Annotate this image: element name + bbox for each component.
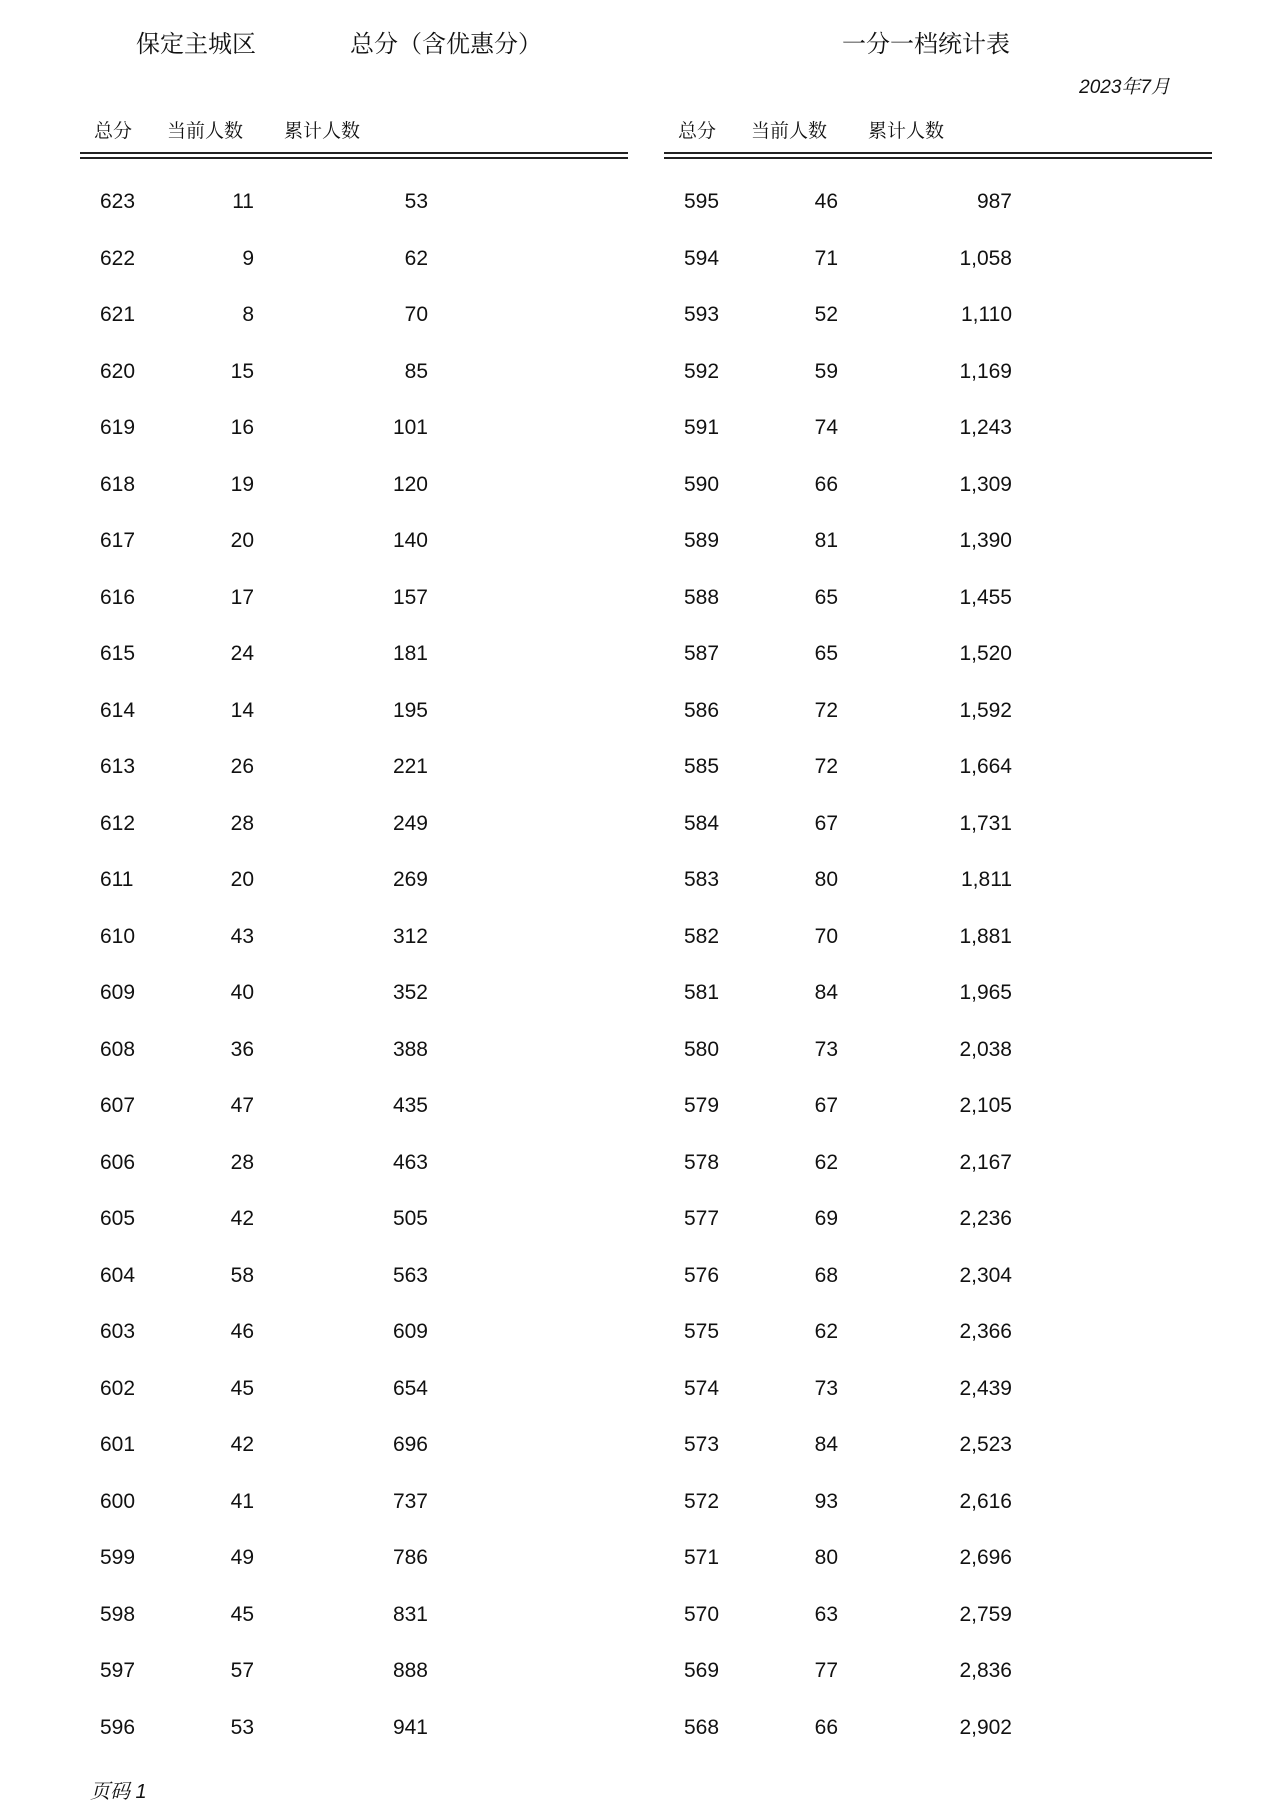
current-count-cell: 73 — [814, 1037, 838, 1061]
cumulative-count-cell: 831 — [392, 1602, 428, 1626]
current-count-cell: 67 — [814, 811, 838, 835]
table-row — [80, 971, 628, 1028]
table-row — [664, 689, 1212, 746]
table-row — [664, 293, 1212, 350]
score-cell: 598 — [100, 1602, 136, 1626]
score-cell: 589 — [684, 529, 720, 552]
left-column-header — [80, 112, 628, 152]
table-row — [664, 350, 1212, 407]
cumulative-count-cell: 101 — [392, 416, 428, 439]
current-count-cell: 46 — [230, 1320, 254, 1343]
table-row — [664, 1367, 1212, 1424]
current-count-cell: 9 — [242, 246, 254, 270]
header-cumulative-count: 累计人数 — [284, 120, 361, 142]
score-cell: 578 — [684, 1150, 720, 1174]
table-row — [80, 632, 628, 689]
table-row — [664, 1084, 1212, 1141]
table-row — [80, 1480, 628, 1537]
cumulative-count-cell: 1,592 — [959, 698, 1012, 722]
table-row — [80, 1141, 628, 1198]
current-count-cell: 70 — [814, 924, 838, 948]
score-cell: 604 — [100, 1263, 136, 1287]
score-cell: 608 — [100, 1037, 136, 1061]
cumulative-count-cell: 388 — [392, 1037, 428, 1061]
right-table — [664, 112, 1212, 1762]
score-cell: 575 — [684, 1320, 720, 1343]
table-row — [664, 1028, 1212, 1085]
score-cell: 591 — [684, 416, 720, 439]
score-cell: 618 — [100, 472, 136, 496]
table-row — [80, 1536, 628, 1593]
cumulative-count-cell: 463 — [392, 1150, 428, 1174]
current-count-cell: 45 — [230, 1376, 254, 1400]
table-row — [664, 802, 1212, 859]
score-cell: 610 — [100, 924, 136, 948]
score-cell: 582 — [684, 924, 720, 948]
current-count-cell: 52 — [814, 303, 838, 326]
cumulative-count-cell: 2,236 — [959, 1207, 1012, 1230]
table-title: 一分一档统计表 — [842, 30, 1010, 58]
table-row — [80, 745, 628, 802]
table-row — [664, 745, 1212, 802]
score-cell: 597 — [100, 1659, 136, 1682]
current-count-cell: 8 — [242, 303, 254, 326]
score-cell: 601 — [100, 1433, 136, 1456]
score-cell: 600 — [100, 1489, 136, 1513]
score-cell: 607 — [100, 1094, 136, 1117]
table-row — [664, 237, 1212, 294]
table-row — [664, 180, 1212, 237]
current-count-cell: 15 — [230, 359, 254, 383]
cumulative-count-cell: 1,731 — [959, 811, 1012, 835]
current-count-cell: 58 — [230, 1263, 254, 1287]
current-count-cell: 81 — [814, 529, 838, 552]
score-cell: 602 — [100, 1376, 136, 1400]
cumulative-count-cell: 1,110 — [961, 303, 1012, 326]
score-type-title: 总分（含优惠分） — [350, 30, 542, 58]
current-count-cell: 67 — [814, 1094, 838, 1117]
cumulative-count-cell: 70 — [404, 303, 428, 326]
cumulative-count-cell: 62 — [404, 246, 428, 270]
cumulative-count-cell: 2,902 — [959, 1715, 1012, 1739]
current-count-cell: 49 — [230, 1546, 254, 1569]
cumulative-count-cell: 2,105 — [959, 1094, 1012, 1117]
cumulative-count-cell: 505 — [392, 1207, 428, 1230]
current-count-cell: 71 — [814, 246, 838, 270]
score-cell: 579 — [684, 1094, 720, 1117]
current-count-cell: 77 — [814, 1659, 838, 1682]
score-cell: 620 — [100, 359, 136, 383]
score-cell: 574 — [684, 1376, 720, 1400]
table-row — [80, 576, 628, 633]
current-count-cell: 84 — [814, 981, 838, 1004]
table-row — [664, 1536, 1212, 1593]
current-count-cell: 63 — [814, 1602, 838, 1626]
table-row — [80, 1310, 628, 1367]
table-row — [664, 1310, 1212, 1367]
cumulative-count-cell: 53 — [404, 190, 428, 213]
cumulative-count-cell: 563 — [392, 1263, 428, 1287]
cumulative-count-cell: 1,243 — [959, 416, 1012, 439]
current-count-cell: 80 — [814, 868, 838, 891]
cumulative-count-cell: 2,304 — [959, 1263, 1012, 1287]
score-cell: 611 — [100, 868, 134, 891]
header-current-count: 当前人数 — [751, 120, 828, 142]
table-row — [664, 1254, 1212, 1311]
score-cell: 585 — [684, 755, 720, 778]
cumulative-count-cell: 120 — [392, 472, 428, 496]
cumulative-count-cell: 1,965 — [959, 981, 1012, 1004]
left-table-body — [80, 180, 628, 1762]
table-row — [80, 519, 628, 576]
cumulative-count-cell: 2,366 — [959, 1320, 1012, 1343]
table-row — [80, 406, 628, 463]
cumulative-count-cell: 249 — [392, 811, 428, 835]
cumulative-count-cell: 195 — [392, 698, 428, 722]
current-count-cell: 53 — [230, 1715, 254, 1739]
current-count-cell: 24 — [230, 642, 254, 665]
current-count-cell: 80 — [814, 1546, 838, 1569]
cumulative-count-cell: 2,696 — [959, 1546, 1012, 1569]
current-count-cell: 62 — [814, 1320, 838, 1343]
score-cell: 612 — [100, 811, 136, 835]
current-count-cell: 59 — [814, 359, 838, 383]
table-row — [80, 1367, 628, 1424]
score-cell: 583 — [684, 868, 720, 891]
score-cell: 615 — [100, 642, 136, 665]
current-count-cell: 66 — [814, 1715, 838, 1739]
table-row — [80, 1593, 628, 1650]
table-row — [664, 858, 1212, 915]
current-count-cell: 84 — [814, 1433, 838, 1456]
cumulative-count-cell: 786 — [392, 1546, 428, 1569]
cumulative-count-cell: 140 — [392, 529, 428, 552]
score-cell: 569 — [684, 1659, 720, 1682]
cumulative-count-cell: 1,520 — [959, 642, 1012, 665]
header-double-rule — [664, 152, 1212, 159]
score-cell: 609 — [100, 981, 136, 1004]
table-row — [80, 1706, 628, 1763]
table-row — [664, 1197, 1212, 1254]
score-cell: 621 — [100, 303, 136, 326]
current-count-cell: 28 — [230, 811, 254, 835]
header-score: 总分 — [678, 120, 717, 142]
current-count-cell: 36 — [230, 1037, 254, 1061]
cumulative-count-cell: 2,616 — [959, 1489, 1012, 1513]
current-count-cell: 74 — [814, 416, 838, 439]
score-cell: 570 — [684, 1602, 720, 1626]
left-table — [80, 112, 628, 1762]
table-row — [80, 689, 628, 746]
cumulative-count-cell: 2,836 — [959, 1659, 1012, 1682]
cumulative-count-cell: 609 — [392, 1320, 428, 1343]
table-row — [80, 1423, 628, 1480]
table-row — [80, 915, 628, 972]
score-cell: 577 — [684, 1207, 720, 1230]
right-table-body — [664, 180, 1212, 1762]
table-row — [80, 1084, 628, 1141]
score-cell: 588 — [684, 585, 720, 609]
cumulative-count-cell: 737 — [392, 1489, 428, 1513]
cumulative-count-cell: 696 — [392, 1433, 428, 1456]
table-row — [664, 406, 1212, 463]
table-row — [664, 971, 1212, 1028]
cumulative-count-cell: 435 — [392, 1094, 428, 1117]
current-count-cell: 93 — [814, 1489, 838, 1513]
current-count-cell: 19 — [230, 472, 254, 496]
score-cell: 619 — [100, 416, 136, 439]
score-cell: 596 — [100, 1715, 136, 1739]
current-count-cell: 14 — [230, 698, 254, 722]
current-count-cell: 42 — [230, 1207, 254, 1230]
current-count-cell: 11 — [232, 190, 254, 213]
cumulative-count-cell: 2,167 — [959, 1150, 1012, 1174]
current-count-cell: 43 — [230, 924, 254, 948]
score-cell: 592 — [684, 359, 720, 383]
table-row — [664, 463, 1212, 520]
report-date: 2023年7月 — [1079, 77, 1170, 98]
score-cell: 594 — [684, 246, 720, 270]
header-score: 总分 — [94, 120, 133, 142]
cumulative-count-cell: 941 — [392, 1715, 428, 1739]
score-cell: 614 — [100, 698, 136, 722]
cumulative-count-cell: 157 — [392, 585, 428, 609]
table-row — [664, 1706, 1212, 1763]
cumulative-count-cell: 181 — [392, 642, 428, 665]
current-count-cell: 65 — [814, 585, 838, 609]
current-count-cell: 16 — [230, 416, 254, 439]
cumulative-count-cell: 2,523 — [959, 1433, 1012, 1456]
table-row — [80, 1649, 628, 1706]
table-row — [664, 632, 1212, 689]
table-row — [80, 858, 628, 915]
cumulative-count-cell: 1,058 — [959, 246, 1012, 270]
current-count-cell: 42 — [230, 1433, 254, 1456]
cumulative-count-cell: 1,169 — [959, 359, 1012, 383]
current-count-cell: 28 — [230, 1150, 254, 1174]
score-cell: 584 — [684, 811, 720, 835]
score-cell: 593 — [684, 303, 720, 326]
cumulative-count-cell: 1,309 — [959, 472, 1012, 496]
score-cell: 573 — [684, 1433, 720, 1456]
table-row — [80, 237, 628, 294]
table-row — [80, 1254, 628, 1311]
current-count-cell: 66 — [814, 472, 838, 496]
table-row — [80, 1028, 628, 1085]
score-cell: 581 — [684, 981, 720, 1004]
cumulative-count-cell: 888 — [392, 1659, 428, 1682]
table-row — [664, 1593, 1212, 1650]
cumulative-count-cell: 2,439 — [959, 1376, 1012, 1400]
score-cell: 617 — [100, 529, 136, 552]
current-count-cell: 73 — [814, 1376, 838, 1400]
cumulative-count-cell: 1,390 — [959, 529, 1012, 552]
table-row — [80, 802, 628, 859]
table-row — [664, 1480, 1212, 1537]
cumulative-count-cell: 221 — [392, 755, 428, 778]
header-double-rule — [80, 152, 628, 159]
table-row — [664, 519, 1212, 576]
region-title: 保定主城区 — [136, 30, 256, 58]
cumulative-count-cell: 1,664 — [959, 755, 1012, 778]
score-cell: 580 — [684, 1037, 720, 1061]
cumulative-count-cell: 269 — [392, 868, 428, 891]
table-row — [80, 463, 628, 520]
current-count-cell: 40 — [230, 981, 254, 1004]
current-count-cell: 26 — [230, 755, 254, 778]
table-row — [664, 1649, 1212, 1706]
current-count-cell: 46 — [814, 190, 838, 213]
table-row — [664, 1141, 1212, 1198]
table-row — [80, 350, 628, 407]
table-row — [664, 576, 1212, 633]
score-cell: 622 — [100, 246, 136, 270]
table-row — [80, 180, 628, 237]
page-number: 页码 1 — [90, 1781, 147, 1803]
current-count-cell: 17 — [230, 585, 254, 609]
score-cell: 606 — [100, 1150, 136, 1174]
cumulative-count-cell: 1,455 — [959, 585, 1012, 609]
table-row — [80, 1197, 628, 1254]
cumulative-count-cell: 312 — [392, 924, 428, 948]
cumulative-count-cell: 1,881 — [959, 924, 1012, 948]
cumulative-count-cell: 654 — [392, 1376, 428, 1400]
cumulative-count-cell: 1,811 — [961, 868, 1012, 891]
score-cell: 576 — [684, 1263, 720, 1287]
score-cell: 613 — [100, 755, 136, 778]
current-count-cell: 68 — [814, 1263, 838, 1287]
score-cell: 595 — [684, 190, 720, 213]
current-count-cell: 47 — [230, 1094, 254, 1117]
current-count-cell: 41 — [230, 1489, 254, 1513]
current-count-cell: 62 — [814, 1150, 838, 1174]
current-count-cell: 65 — [814, 642, 838, 665]
right-column-header — [664, 112, 1212, 152]
header-cumulative-count: 累计人数 — [868, 120, 945, 142]
current-count-cell: 69 — [814, 1207, 838, 1230]
score-cell: 590 — [684, 472, 720, 496]
current-count-cell: 72 — [814, 755, 838, 778]
header-current-count: 当前人数 — [167, 120, 244, 142]
table-row — [664, 915, 1212, 972]
current-count-cell: 20 — [230, 529, 254, 552]
score-cell: 599 — [100, 1546, 136, 1569]
cumulative-count-cell: 2,038 — [959, 1037, 1012, 1061]
score-cell: 571 — [684, 1546, 720, 1569]
score-cell: 616 — [100, 585, 136, 609]
score-cell: 623 — [100, 190, 136, 213]
cumulative-count-cell: 2,759 — [959, 1602, 1012, 1626]
score-cell: 586 — [684, 698, 720, 722]
score-cell: 572 — [684, 1489, 720, 1513]
current-count-cell: 72 — [814, 698, 838, 722]
current-count-cell: 20 — [230, 868, 254, 891]
cumulative-count-cell: 352 — [392, 981, 428, 1004]
score-cell: 605 — [100, 1207, 136, 1230]
current-count-cell: 45 — [230, 1602, 254, 1626]
table-row — [664, 1423, 1212, 1480]
score-cell: 587 — [684, 642, 720, 665]
score-cell: 603 — [100, 1320, 136, 1343]
score-cell: 568 — [684, 1715, 720, 1739]
cumulative-count-cell: 85 — [404, 359, 428, 383]
current-count-cell: 57 — [230, 1659, 254, 1682]
table-row — [80, 293, 628, 350]
cumulative-count-cell: 987 — [976, 190, 1012, 213]
